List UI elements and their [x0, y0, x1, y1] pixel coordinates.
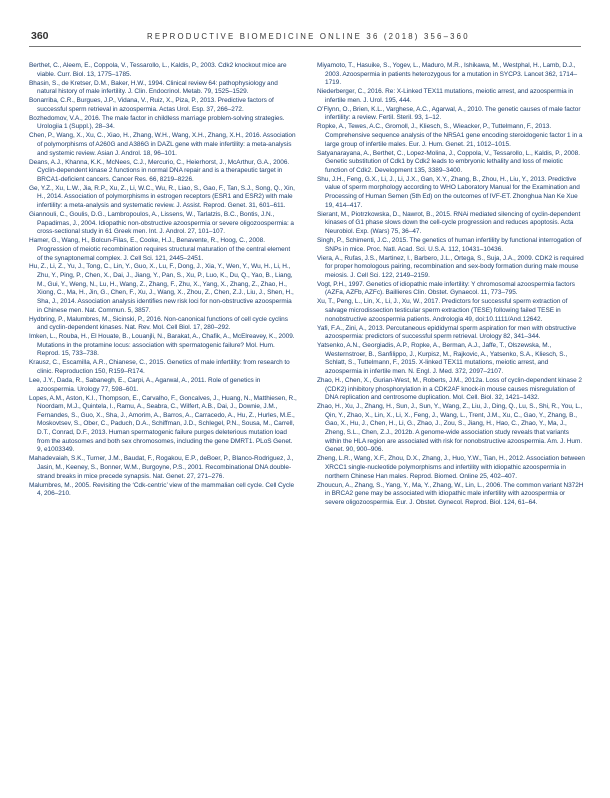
reference-entry: Shu, J.H., Feng, G.X., Li, J., Li, J.X., Gan, X.Y., Zhang, B., Zhou, H., Liu, Y., 2013. Predictive value of sperm morphology according to WHO Laboratory Manual for the Examination and Processing of Human Semen (5th Ed) on the outcomes of IVF-ET. Zhonghua Nan Ke Xue 19, 414–417.: [317, 175, 580, 209]
reference-entry: Hu, Z., Li, Z., Yu, J., Tong, C., Lin, Y., Guo, X., Lu, F., Dong, J., Xia, Y., Wen, Y., Wu, H., Li, H., Zhu, Y., Ping, P., Chen, X., Dai, J., Jiang, Y., Pan, S., Xu, P., Luo, K., Du, Q., Yao, B., Liang, M., Gui, Y., Weng, N., Lu, H., Wang, Z., Zhang, F., Zhu, X., Yang, X., Zhang, Z., Zhao, H., Xiong, C., Ma, H., Jin, G., Chen, F., Xu, J., Wang, X., Zhou, Z., Chen, Z.J., Liu, J., Shen, H., Sha, J., 2014. Association analysis identifies new risk loci for non-obstructive azoospermia in Chinese men. Nat. Commun. 5, 3857.: [29, 263, 294, 314]
reference-entry: O’Flynn, O., Brien, K.L., Varghese, A.C., Agarwal, A., 2010. The genetic causes of male factor infertility: a review. Fertil. Steril. 93, 1–12.: [317, 105, 581, 122]
reference-entry: Xu, T., Peng, L., Lin, X., Li, J., Xu, W., 2017. Predictors for successful sperm extraction of salvage microdissection testicular sperm extraction (TESE) following failed TESE in nonobstructive azoospermia patients. Andrologia 49, doi:10.1111/And.12642.: [317, 298, 568, 323]
reference-entry: Niederberger, C., 2016. Re: X-Linked TEX11 mutations, meiotic arrest, and azoospermia in infertile men. J. Urol. 195, 444.: [317, 88, 574, 104]
reference-entry: Yafi, F.A., Zini, A., 2013. Percutaneous epididymal sperm aspiration for men with obstructive azoospermia: predictors of successful sperm retrieval. Urology 82, 341–344.: [317, 324, 577, 341]
reference-entry: Ropke, A., Tewes, A.C., Gromoll, J., Kliesch, S., Wieacker, P., Tuttelmann, F., 2013. Comprehensive sequence analysis of the NR5A1 gene encoding steroidogenic factor 1 in a large group of infertile males. Eur. J. Hum. Genet. 21, 1012–1015.: [317, 123, 583, 148]
reference-entry: Chen, P., Wang, X., Xu, C., Xiao, H., Zhang, W.H., Wang, X.H., Zhang, X.H., 2016. Association of polymorphisms of A260G and A386G in DAZL gene with male infertility: a meta-analysis and systemic review. Asian J. Androl. 18, 96–101.: [29, 132, 296, 157]
reference-entry: Viera, A., Rufas, J.S., Martinez, I., Barbero, J.L., Ortega, S., Suja, J.A., 2009. CDK2 is required for proper homologous pairing, recombination and sex-body formation during male mouse meiosis. J. Cell Sci. 122, 2149–2159.: [317, 254, 584, 279]
reference-entry: Zhao, H., Chen, X., Gurian-West, M., Roberts, J.M., 2012a. Loss of cyclin-dependent kinase 2 (CDK2) inhibitory phosphorylation in a CDK2AF knock-in mouse causes misregulation of DNA replication and centrosome duplication. Mol. Cell. Biol. 32, 1421–1432.: [317, 376, 582, 402]
reference-entry: Berthet, C., Aleem, E., Coppola, V., Tessarollo, L., Kaldis, P., 2003. Cdk2 knockout mice are viable. Curr. Biol. 13, 1775–1785.: [29, 62, 287, 78]
reference-entry: Hamer, G., Wang, H., Bolcun-Filas, E., Cooke, H.J., Benavente, R., Hoog, C., 2008. Progression of meiotic recombination requires structural maturation of the central element of the synaptonemal complex. J. Cell Sci. 121, 2445–2451.: [29, 237, 291, 262]
reference-entry: Zhao, H., Xu, J., Zhang, H., Sun, J., Sun, Y., Wang, Z., Liu, J., Ding, Q., Lu, S., Shi, R., You, L., Qin, Y., Zhao, X., Lin, X., Li, X., Feng, J., Wang, L., Trent, J.M., Xu, C., Gao, Y., Zhang, B., Gao, X., Hu, J., Chen, H., Li, G., Zhao, J., Zou, S., Jiang, H., Hao, C., Zhao, Y., Ma, J., Zheng, S.L., Chen, Z.J., 2012b. A genome-wide association study reveals that variants within the HLA region are associated with risk for nonobstructive azoospermia. Am. J. Hum. Genet. 90, 900–906.: [317, 403, 583, 454]
reference-entry: Zhoucun, A., Zhang, S., Yang, Y., Ma, Y., Zhang, W., Lin, L., 2006. The common variant N372H in BRCA2 gene may be associated with idiopathic male infertility with azoospermia or severe oligozoospermia. Eur. J. Obstet. Gynecol. Reprod. Biol. 124, 61–64.: [317, 481, 584, 506]
reference-entry: Bhasin, S., de Kretser, D.M., Baker, H.W., 1994. Clinical review 64: pathophysiology and natural history of male infertility. J. Clin. Endocrinol. Metab. 79, 1525–1529.: [29, 79, 278, 96]
reference-entry: Giannouli, C., Goulis, D.G., Lambropoulos, A., Lissens, W., Tarlatzis, B.C., Bontis, J.N., Papadimas, J., 2004. Idiopathic non-obstructive azoospermia or severe oligozoospermia: a cross-sectional study in 61 Greek men. Int. J. Androl. 27, 101–107.: [29, 211, 294, 236]
reference-entry: Imken, L., Rouba, H., El Houate, B., Louanjli, N., Barakat, A., Chafik, A., McElreavey, K., 2009. Mutations in the protamine locus: association with spermatogenic failure? Mol. Hum. Reprod. 15, 733–738.: [29, 333, 295, 358]
reference-entry: Bozhedomov, V.A., 2016. The male factor in childless marriage problem-solving strategies. Urologiia 1 (Suppl.), 28–34.: [29, 114, 285, 131]
reference-entry: Singh, P., Schimenti, J.C., 2015. The genetics of human infertility by functional interrogation of SNPs in mice. Proc. Natl. Acad. Sci. U.S.A. 112, 10431–10436.: [317, 236, 582, 253]
running-head: REPRODUCTIVE BIOMEDICINE ONLINE 36 (2018) 356–360: [147, 32, 470, 41]
reference-entry: Lopes, A.M., Aston, K.I., Thompson, E., Carvalho, F., Goncalves, J., Huang, N., Matthiesen, R., Noordam, M.J., Quintela, I., Ramu, A., Seabra, C., Wilfert, A.B., Dai, J., Downie, J.M., Fernandes, S., Guo, X., Sha, J., Amorim, A., Barros, A., Carracedo, A., Hu, Z., Hurles, M.E., Moskovtsev, S., Ober, C., Paduch, D.A., Schiffman, J.D., Schlegel, P.N., Sousa, M., Carrell, D.T., Conrad, D.F., 2013. Human spermatogenic failure purges deleterious mutation load from the autosomes and both sex chromosomes, including the gene DMRT1. PLoS Genet. 9, e1003349.: [29, 394, 297, 454]
reference-entry: Miyamoto, T., Hasuike, S., Yogev, L., Maduro, M.R., Ishikawa, M., Westphal, H., Lamb, D.J., 2003. Azoospermia in patients heterozygous for a mutation in SYCP3. Lancet 362, 1714–1719.: [317, 62, 578, 87]
reference-entry: Zheng, L.R., Wang, X.F., Zhou, D.X., Zhang, J., Huo, Y.W., Tian, H., 2012. Association between XRCC1 single-nucleotide polymorphisms and infertility with idiopathic azoospermia in northern Chinese Han males. Reprod. Biomed. Online 25, 402–407.: [317, 455, 585, 480]
reference-entry: Malumbres, M., 2005. Revisiting the ‘Cdk-centric’ view of the mammalian cell cycle. Cell Cycle 4, 206–210.: [29, 481, 295, 498]
reference-entry: Vogt, P.H., 1997. Genetics of idiopathic male infertility: Y chromosomal azoospermia factors (AZFa, AZFb, AZFc). Baillieres Clin. Obstet. Gynaecol. 11, 773–795.: [317, 280, 575, 297]
references-column-right: [317, 62, 585, 508]
reference-entry: Bonarriba, C.R., Burgues, J.P., Vidana, V., Ruiz, X., Piza, P., 2013. Predictive factors of successful sperm retrieval in azoospermia. Actas Urol. Esp. 37, 266–272.: [29, 97, 274, 113]
page-number: 360: [31, 30, 49, 42]
reference-entry: Satyanarayana, A., Berthet, C., Lopez-Molina, J., Coppola, V., Tessarollo, L., Kaldis, P., 2008. Genetic substitution of Cdk1 by Cdk2 leads to embryonic lethality and loss of meiotic function of Cdk2. Development 135, 3389–3400.: [317, 149, 581, 174]
reference-entry: Krausz, C., Escamilla, A.R., Chianese, C., 2015. Genetics of male infertility: from research to clinic. Reproduction 150, R159–R174.: [29, 359, 290, 375]
header-rule: [29, 46, 581, 47]
reference-entry: Yatsenko, A.N., Georgiadis, A.P., Ropke, A., Berman, A.J., Jaffe, T., Olszewska, M., Westernstroer, B., Sanfilippo, J., Kurpisz, M., Rajkovic, A., Yatsenko, S.A., Kliesch, S., Schlatt, S., Tuttelmann, F., 2015. X-linked TEX11 mutations, meiotic arrest, and azoospermia in infertile men. N. Engl. J. Med. 372, 2097–2107.: [317, 342, 568, 375]
page-header: [29, 30, 581, 46]
reference-entry: Sierant, M., Piotrzkowska, D., Nawrot, B., 2015. RNAi mediated silencing of cyclin-dependent kinases of G1 phase slows down the cell-cycle progression and reduces apoptosis. Acta Neurobiol. Exp. (Wars) 75, 36–47.: [317, 210, 581, 235]
reference-entry: Deans, A.J., Khanna, K.K., McNees, C.J., Mercurio, C., Heierhorst, J., McArthur, G.A., 2006. Cyclin-dependent kinase 2 functions in normal DNA repair and is a therapeutic target in BRCA1-deficient cancers. Cancer Res. 66, 8219–8226.: [29, 158, 290, 183]
references-column-left: [29, 62, 297, 499]
reference-entry: Hydbring, P., Malumbres, M., Sicinski, P., 2016. Non-canonical functions of cell cycle cyclins and cyclin-dependent kinases. Nat. Rev. Mol. Cell Biol. 17, 280–292.: [29, 315, 288, 332]
reference-entry: Mahadevaiah, S.K., Turner, J.M., Baudat, F., Rogakou, E.P., deBoer, P., Blanco-Rodriguez, J., Jasin, M., Keeney, S., Bonner, W.M., Burgoyne, P.S., 2001. Recombinational DNA double-strand breaks in mice precede synapsis. Nat. Genet. 27, 271–276.: [29, 455, 294, 480]
reference-entry: Ge, Y.Z., Xu, L.W., Jia, R.P., Xu, Z., Li, W.C., Wu, R., Liao, S., Gao, F., Tan, S.J., Song, Q., Xin, H., 2014. Association of polymorphisms in estrogen receptors (ESR1 and ESR2) with male infertility: a meta-analysis and systematic review. J. Assist. Reprod. Genet. 31, 601–611.: [29, 184, 295, 210]
reference-entry: Lee, J.Y., Dada, R., Sabanegh, E., Carpi, A., Agarwal, A., 2011. Role of genetics in azoospermia. Urology 77, 598–601.: [29, 376, 261, 393]
